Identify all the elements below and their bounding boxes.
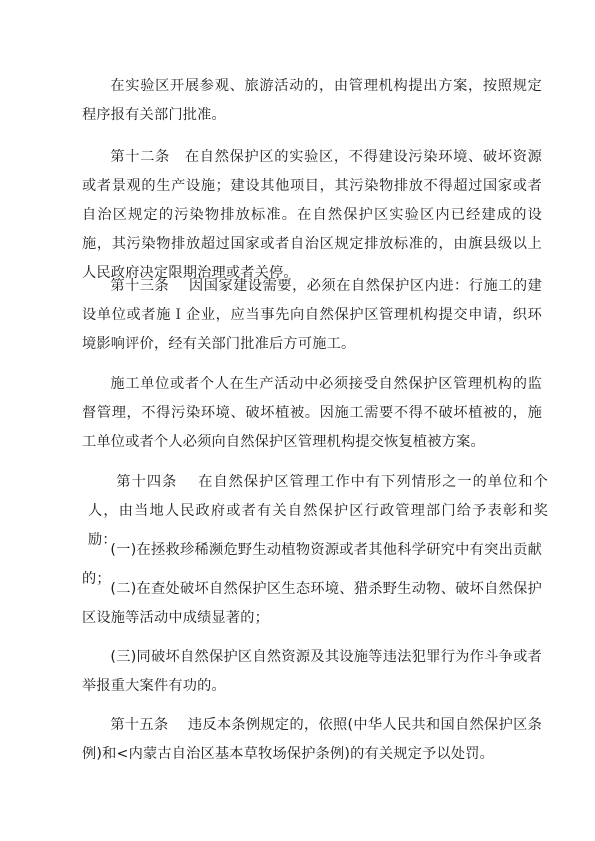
paragraph-item-1: (一)在拯救珍稀濒危野生动植物资源或者其他科学研究中有突出贡献的； (82, 542, 542, 587)
paragraph-article-14: 第十四条 在自然保护区管理工作中有下列情形之一的单位和个人，由当地人民政府或者有关自然保护区行政管理部门给予表彰和奖励： (88, 474, 548, 548)
paragraph-construction-supervision: 施工单位或者个人在生产活动中必须接受自然保护区管理机构的监督管理，不得污染环境、破坏植被。因施工需要不得不破坏植被的，施工单位或者个人必须向自然保护区管理机构提交恢复植被方案。 (82, 376, 542, 450)
paragraph-tourism-approval: 在实验区开展参观、旅游活动的，由管理机构提出方案，按照规定程序报有关部门批准。 (82, 78, 542, 123)
paragraph-article-13: 第十三条 因国家建设需要，必须在自然保护区内进：行施工的建设单位或者施Ｉ企业，应当事先向自然保护区管理机构提交申请，织环境影响评价，经有关部门批准后方可施工。 (82, 278, 542, 352)
paragraph-item-3: (三)同破坏自然保护区自然资源及其设施等违法犯罪行为作斗争或者举报重大案件有功的。 (82, 649, 542, 694)
paragraph-article-15: 第十五条 违反本条例规定的，依照(中华人民共和国自然保护区条例)和<内蒙古自治区基本草牧场保护条例)的有关规定予以处罚。 (82, 717, 542, 762)
paragraph-item-2: (二)在查处破坏自然保护区生态环境、猎杀野生动物、破坏自然保护区设施等活动中成绩显著的； (82, 581, 542, 626)
paragraph-article-12: 第十二条 在自然保护区的实验区，不得建设污染环境、破坏资源或者景观的生产设施；建设其他项目，其污染物排放不得超过国家或者自治区规定的污染物排放标准。在自然保护区实验区内已经建成的设施，其污染物排放超过国家或者自治区规定排放标准的，由旗县级以上人民政府决定限期治理或者关停。 (82, 149, 542, 281)
